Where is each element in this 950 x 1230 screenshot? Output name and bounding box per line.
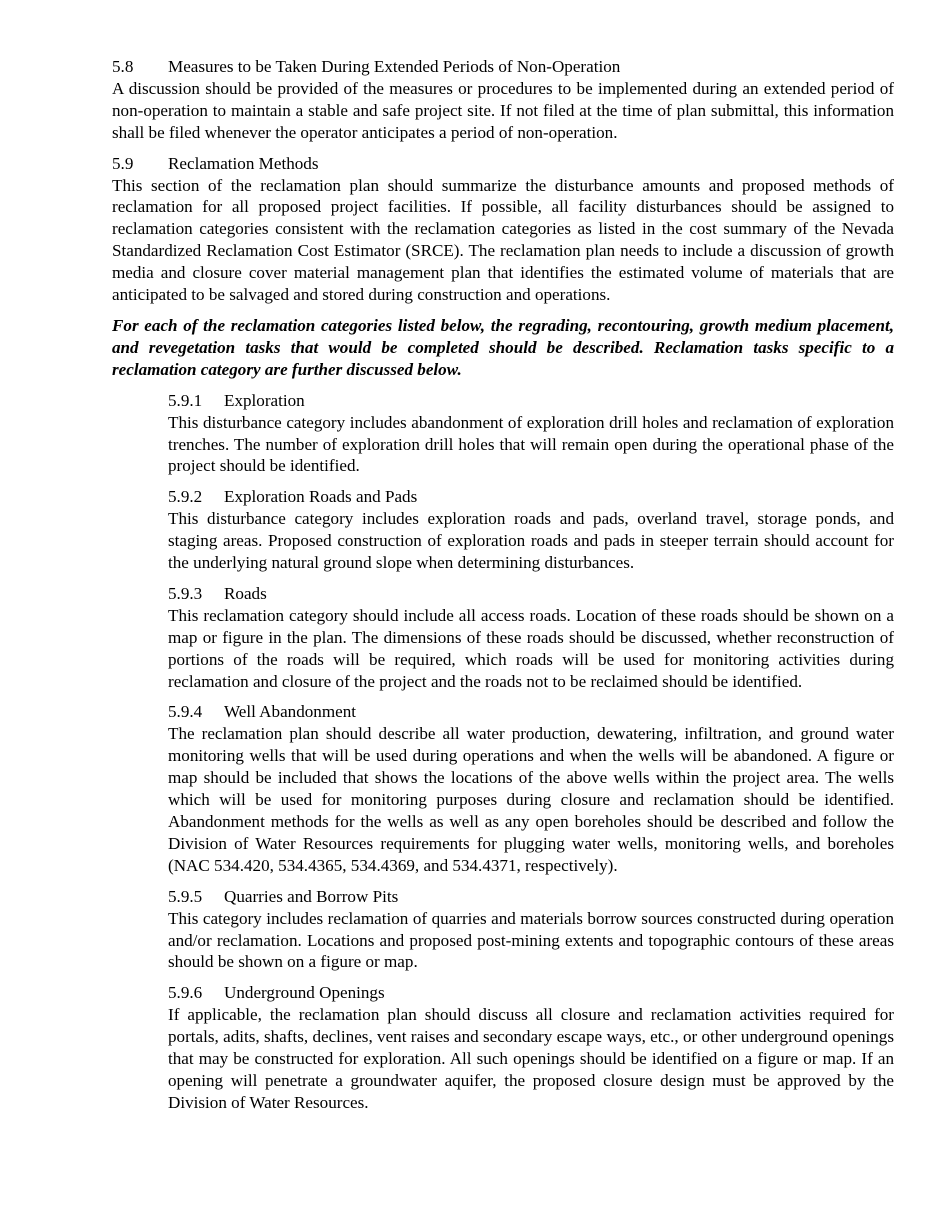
subsection-title: Underground Openings [224,983,385,1003]
subsection-body: The reclamation plan should describe all water production, dewatering, infiltration, and ground water monitoring wells that will be used during operations and when the wells will be abandoned. A figure or map should be included that shows the locations of the above wells within the project area. The wells which will be used for monitoring purposes during closure and reclamation should be identified. Abandonment methods for the wells as well as any open boreholes should be described and follow the Division of Water Resources requirements for plugging water wells, monitoring wells, and boreholes (NAC 534.420, 534.4365, 534.4369, and 534.4371, respectively). [168,724,894,875]
section-body: A discussion should be provided of the measures or procedures to be implemented during an extended period of non-operation to maintain a stable and safe project site. If not filed at the time of plan submittal, this information shall be filed whenever the operator anticipates a period of non-operation. [112,78,894,142]
subsection-title: Roads [224,583,267,603]
subsection-heading [168,390,894,412]
emphasis-note: For each of the reclamation categories listed below, the regrading, recontouring, growth medium placement, and revegetation tasks that would be completed should be described. Reclamation tasks specific to a reclamation category are further discussed below. [112,315,894,379]
section-heading [112,56,894,78]
subsection-5-9-1 [168,390,894,478]
subsection-number: 5.9.6 [168,983,203,1003]
subsection-heading [168,701,894,723]
subsection-number: 5.9.1 [168,390,203,410]
subsection-title: Exploration [224,390,305,410]
subsection-title: Quarries and Borrow Pits [224,886,399,906]
subsection-body: This reclamation category should include all access roads. Location of these roads should be shown on a map or figure in the plan. The dimensions of these roads should be discussed, whether reconstruction of portions of the roads will be required, which roads will be used for monitoring activities during reclamation and closure of the project and the roads not to be reclaimed should be identified. [168,605,894,691]
subsection-number: 5.9.4 [168,702,203,722]
section-title: Reclamation Methods [168,153,319,173]
subsection-5-9-2 [168,486,894,574]
subsection-number: 5.9.2 [168,487,203,507]
subsection-number: 5.9.5 [168,886,203,906]
section-number: 5.8 [112,57,134,76]
section-title: Measures to be Taken During Extended Periods of Non-Operation [168,57,621,76]
subsection-body: This disturbance category includes exploration roads and pads, overland travel, storage ponds, and staging areas. Proposed construction of exploration roads and pads in steeper terrain should account for the underlying natural ground slope when determining disturbances. [168,509,894,573]
section-body: This section of the reclamation plan should summarize the disturbance amounts and proposed methods of reclamation for all proposed project facilities. If possible, all facility disturbances should be assigned to reclamation categories consistent with the reclamation categories as listed in the cost summary of the Nevada Standardized Reclamation Cost Estimator (SRCE). The reclamation plan needs to include a discussion of growth media and closure cover material management plan that identifies the estimated volume of materials that are anticipated to be salvaged and stored during construction and operations. [112,175,894,305]
document-page [112,56,894,1123]
subsection-heading [168,486,894,508]
subsection-heading [168,886,894,908]
section-number: 5.9 [112,153,134,173]
subsection-title: Well Abandonment [224,702,357,722]
subsection-body: This category includes reclamation of quarries and materials borrow sources constructed during operation and/or reclamation. Locations and proposed post-mining extents and topographic contours of these areas should be shown on a figure or map. [168,908,894,972]
section-5-9 [112,153,894,306]
subsection-5-9-3 [168,583,894,693]
subsection-5-9-5 [168,886,894,974]
subsection-heading [168,982,894,1004]
subsection-body: This disturbance category includes abandonment of exploration drill holes and reclamation of exploration trenches. The number of exploration drill holes that will remain open during the operational phase of the project should be identified. [168,412,894,476]
subsection-heading [168,583,894,605]
subsection-5-9-4 [168,701,894,876]
subsection-5-9-6 [168,982,894,1113]
section-5-8 [112,56,894,144]
subsection-number: 5.9.3 [168,583,203,603]
section-heading [112,153,894,175]
subsection-body: If applicable, the reclamation plan should discuss all closure and reclamation activities required for portals, adits, shafts, declines, vent raises and secondary escape ways, etc., or other underground openings that may be constructed for exploration. All such openings should be identified on a figure or map. If an opening will penetrate a groundwater aquifer, the proposed closure design must be approved by the Division of Water Resources. [168,1005,894,1112]
subsection-title: Exploration Roads and Pads [224,487,418,507]
